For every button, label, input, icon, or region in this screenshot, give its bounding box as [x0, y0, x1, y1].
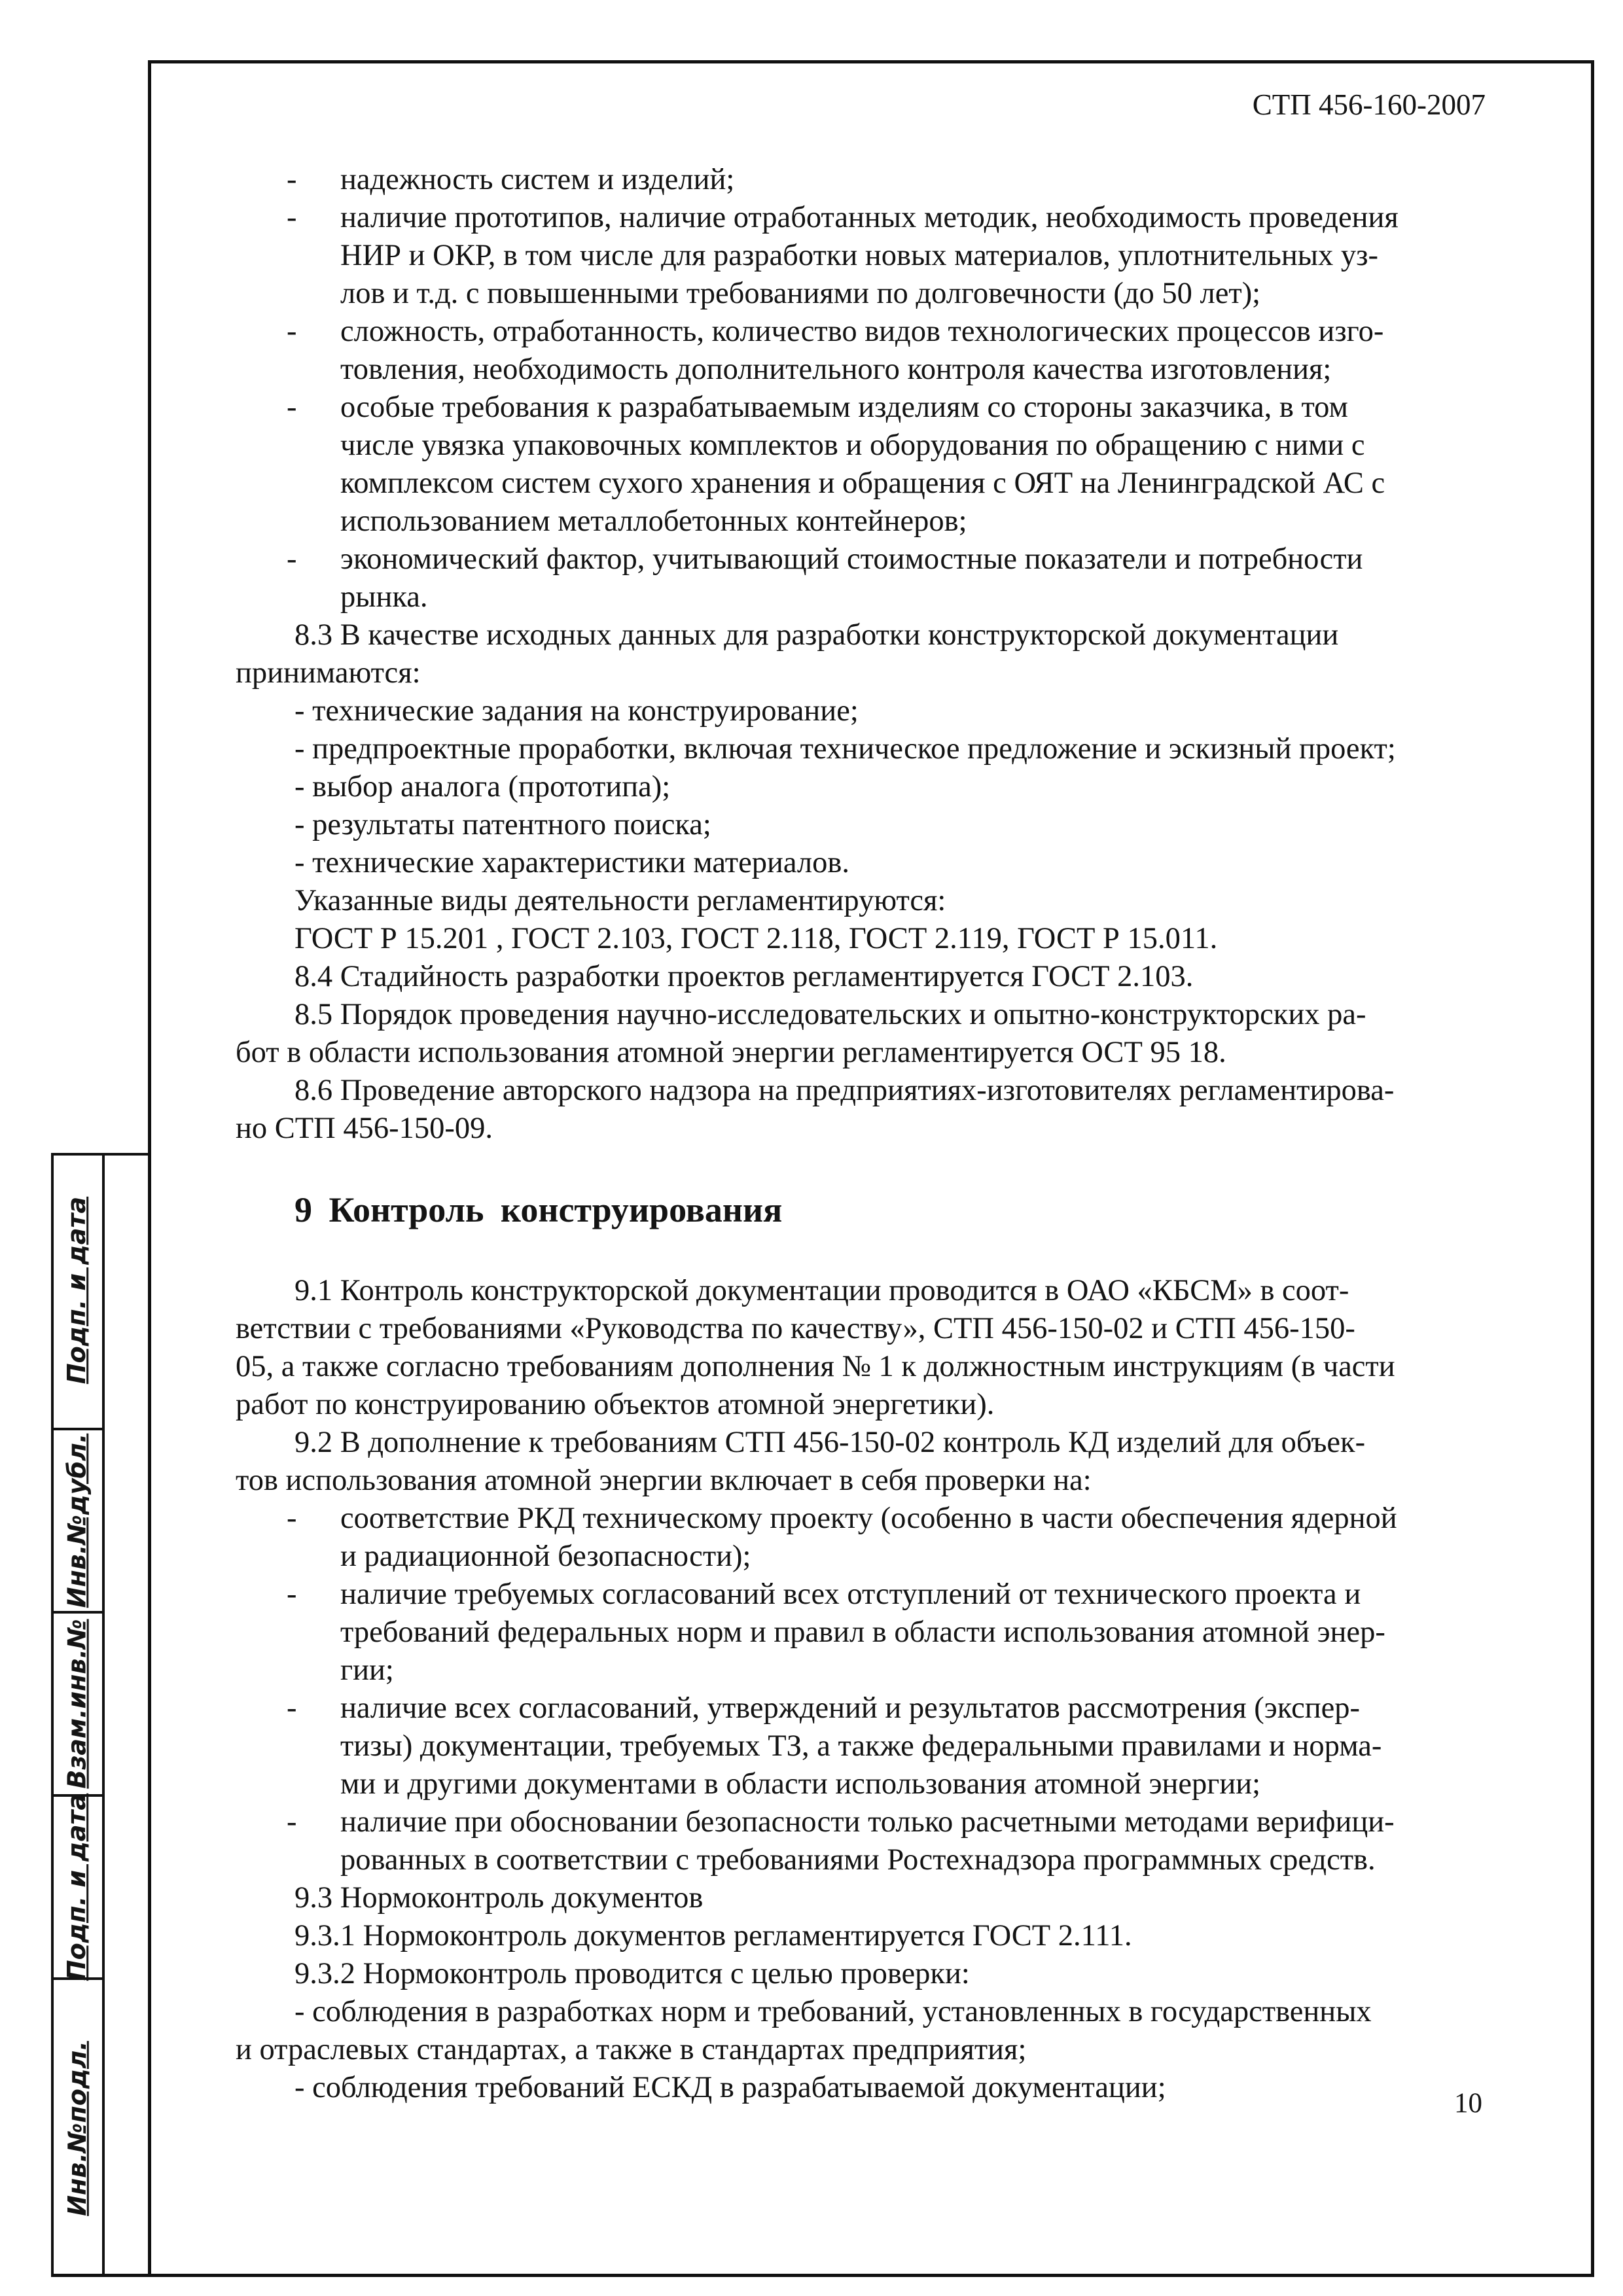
text-line: НИР и ОКР, в том числе для разработки новых материалов, уплотнительных уз-	[340, 239, 1378, 272]
paragraph-8-6	[236, 1072, 1500, 1148]
dash-marker: -	[287, 1502, 297, 1535]
text-line: 05, а также согласно требованиям дополнения № 1 к должностным инструкциям (в части	[236, 1350, 1395, 1383]
stamp-label: Инв.№подл.	[62, 2041, 92, 2216]
text-line: но СТП 456-150-09.	[236, 1112, 493, 1145]
text-line: экономический фактор, учитывающий стоимостные показатели и потребности	[340, 542, 1363, 576]
text-line: и радиационной безопасности);	[340, 1540, 751, 1573]
list-item	[236, 199, 1500, 313]
list-item: - технические задания на конструирование;	[294, 694, 859, 728]
text-line: требований федеральных норм и правил в области использования атомной энер-	[340, 1616, 1385, 1649]
stamp-label: Взам.инв.№	[62, 1619, 92, 1789]
paragraph-8-4: 8.4 Стадийность разработки проектов регламентируется ГОСТ 2.103.	[294, 960, 1194, 993]
text-line: бот в области использования атомной энергии регламентируется ОСТ 95 18.	[236, 1036, 1226, 1069]
document-code: СТП 456-160-2007	[1252, 88, 1486, 121]
text-line: 9.1 Контроль конструкторской документации проводится в ОАО «КБСМ» в соот-	[294, 1274, 1349, 1307]
paragraph-9-3-2-a	[236, 1993, 1500, 2069]
dash-marker: -	[287, 163, 297, 196]
dash-marker: -	[287, 542, 297, 576]
text-line: рованных в соответствии с требованиями Ростехнадзора программных средств.	[340, 1843, 1376, 1877]
text-line: тов использования атомной энергии включает в себя проверки на:	[236, 1464, 1092, 1497]
dash-marker: -	[287, 315, 297, 348]
stamp-cell-podp-data-top	[51, 1153, 103, 1428]
list-item	[236, 1576, 1500, 1689]
frame-top-line	[148, 60, 1594, 63]
page-number: 10	[1454, 2088, 1482, 2119]
dash-marker: -	[287, 391, 297, 424]
text-line: 8.6 Проведение авторского надзора на предприятиях-изготовителях регламентирова-	[294, 1074, 1395, 1107]
text-line: 8.3 В качестве исходных данных для разработки конструкторской документации	[294, 618, 1339, 652]
document-body	[236, 161, 1500, 2107]
stamp-cell-inv-dubl	[51, 1430, 103, 1611]
text-line: тизы) документации, требуемых ТЗ, а также федеральными правилами и норма-	[340, 1729, 1382, 1763]
stamp-label: Подп. и дата	[62, 1793, 92, 1981]
regulated-intro: Указанные виды деятельности регламентируются:	[294, 884, 946, 917]
text-line: наличие прототипов, наличие отработанных методик, необходимость проведения	[340, 201, 1399, 234]
list-item	[236, 161, 1500, 199]
list-item: - технические характеристики материалов.	[294, 846, 849, 879]
text-line: - соблюдения в разработках норм и требований, установленных в государственных	[294, 1995, 1372, 2028]
paragraph-9-1	[236, 1272, 1500, 1424]
frame-right-line	[1591, 60, 1594, 2277]
list-item	[236, 1500, 1500, 1576]
text-line: использованием металлобетонных контейнеров;	[340, 504, 967, 538]
text-line: 8.5 Порядок проведения научно-исследовательских и опытно-конструкторских ра-	[294, 998, 1366, 1031]
dash-marker: -	[287, 1578, 297, 1611]
paragraph-9-3-1: 9.3.1 Нормоконтроль документов регламентируется ГОСТ 2.111.	[294, 1919, 1132, 1952]
source-data-list	[236, 692, 1500, 882]
text-line: надежность систем и изделий;	[340, 163, 735, 196]
text-line: ми и другими документами в области использования атомной энергии;	[340, 1767, 1261, 1801]
text-line: особые требования к разрабатываемым изделиям со стороны заказчика, в том	[340, 391, 1348, 424]
text-line: работ по конструированию объектов атомной энергетики).	[236, 1388, 995, 1421]
text-line: и отраслевых стандартах, а также в стандартах предприятия;	[236, 2033, 1027, 2066]
stamp-label: Инв.№дубл.	[62, 1433, 92, 1608]
text-line: наличие требуемых согласований всех отступлений от технического проекта и	[340, 1578, 1361, 1611]
stamp-cell-vzam-inv	[51, 1614, 103, 1794]
list-item	[236, 313, 1500, 389]
text-line: 9.2 В дополнение к требованиям СТП 456-150-02 контроль КД изделий для объек-	[294, 1426, 1366, 1459]
text-line: комплексом систем сухого хранения и обращения с ОЯТ на Ленинградской АС с	[340, 467, 1385, 500]
frame-bottom-line	[51, 2274, 1594, 2277]
regulated-list: ГОСТ Р 15.201 , ГОСТ 2.103, ГОСТ 2.118, ГОСТ 2.119, ГОСТ Р 15.011.	[294, 922, 1218, 955]
list-item	[236, 540, 1500, 616]
stamp-label: Подп. и дата	[62, 1196, 92, 1385]
text-line: лов и т.д. с повышенными требованиями по долговечности (до 50 лет);	[340, 277, 1261, 310]
text-line: ветствии с требованиями «Руководства по качеству», СТП 456-150-02 и СТП 456-150-	[236, 1312, 1355, 1345]
paragraph-9-3: 9.3 Нормоконтроль документов	[294, 1881, 704, 1915]
text-line: рынка.	[340, 580, 428, 614]
stamp-cell-podp-data-bottom	[51, 1793, 103, 1981]
text-line: наличие всех согласований, утверждений и результатов рассмотрения (экспер-	[340, 1691, 1361, 1725]
list-item	[236, 1803, 1500, 1879]
list-item	[236, 389, 1500, 540]
side-stamp	[51, 1153, 154, 2277]
paragraph-9-3-2-b: - соблюдения требований ЕСКД в разрабатываемой документации;	[294, 2071, 1166, 2104]
text-line: наличие при обосновании безопасности только расчетными методами верифици-	[340, 1805, 1395, 1839]
paragraph-9-2	[236, 1424, 1500, 1500]
text-line: принимаются:	[236, 656, 421, 690]
paragraph-8-3	[236, 616, 1500, 692]
list-item: - предпроектные проработки, включая техническое предложение и эскизный проект;	[294, 732, 1396, 766]
text-line: гии;	[340, 1653, 394, 1687]
dash-marker: -	[287, 1691, 297, 1725]
text-line: соответствие РКД техническому проекту (особенно в части обеспечения ядерной	[340, 1502, 1397, 1535]
stamp-cell-inv-podl	[51, 1980, 103, 2277]
list-item: - выбор аналога (прототипа);	[294, 770, 671, 804]
dash-marker: -	[287, 201, 297, 234]
text-line: товления, необходимость дополнительного контроля качества изготовления;	[340, 353, 1332, 386]
dash-marker: -	[287, 1805, 297, 1839]
section-heading: 9 Контроль конструирования	[294, 1190, 783, 1229]
list-item	[236, 1689, 1500, 1803]
text-line: числе увязка упаковочных комплектов и оборудования по обращению с ними с	[340, 429, 1365, 462]
paragraph-8-5	[236, 996, 1500, 1072]
paragraph-9-3-2: 9.3.2 Нормоконтроль проводится с целью проверки:	[294, 1957, 970, 1990]
text-line: сложность, отработанность, количество видов технологических процессов изго-	[340, 315, 1384, 348]
list-item: - результаты патентного поиска;	[294, 808, 711, 841]
